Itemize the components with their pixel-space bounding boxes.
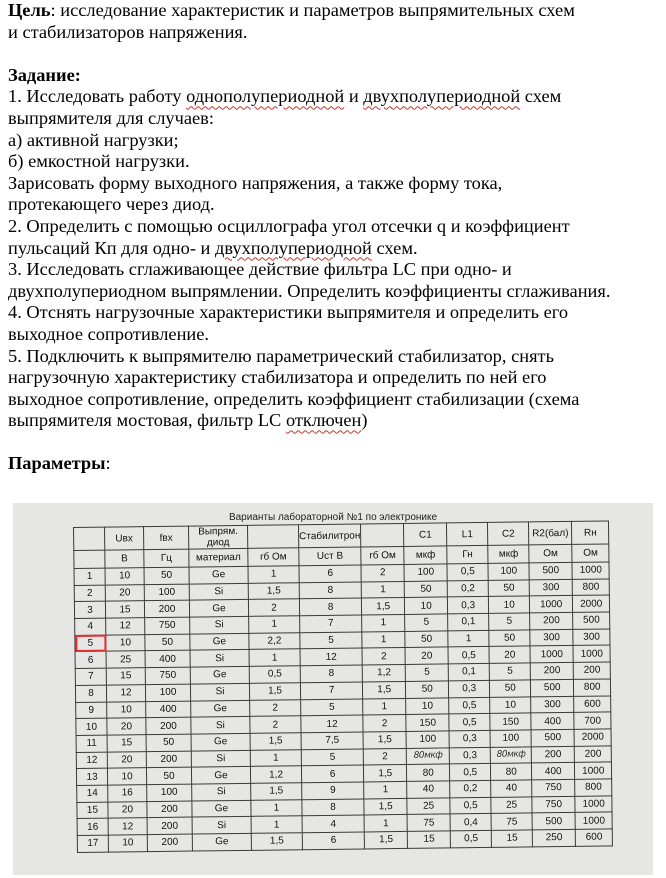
table-cell: 1000 — [575, 812, 612, 829]
table-cell: 80 — [491, 763, 532, 780]
table-cell: 6 — [302, 832, 364, 849]
task-line: 4. Отснять нагрузочные характеристики выпрямителя и определить его — [8, 302, 569, 323]
params-heading — [8, 453, 660, 475]
table-cell: 200 — [530, 612, 573, 629]
table-cell: 0,1 — [448, 613, 489, 630]
table-cell: 0,5 — [449, 714, 490, 731]
table-cell: Гн — [447, 545, 488, 563]
table-cell: 0,5 — [448, 647, 489, 664]
table-cell: 2 — [361, 564, 404, 581]
table-cell: 200 — [147, 801, 192, 818]
spellcheck-word: двухполупериодной — [214, 237, 372, 258]
table-cell: 10 — [405, 597, 448, 614]
task-text: пульсаций Кп для одно- и — [8, 237, 215, 258]
task-text: схем. — [371, 237, 418, 258]
table-cell: Ом — [529, 544, 572, 563]
table-cell: 500 — [531, 729, 574, 746]
spellcheck-word: двухполупериодной — [363, 86, 521, 107]
table-cell: Si — [191, 717, 250, 734]
table-cell: 0,3 — [449, 747, 490, 764]
table-cell: 500 — [573, 612, 610, 629]
table-cell: 200 — [573, 662, 610, 679]
table-cell: 200 — [146, 717, 191, 734]
table-cell: 50 — [146, 734, 191, 751]
table-cell: 7 — [300, 615, 362, 632]
table-cell: 1 — [251, 816, 302, 833]
table-cell: 50 — [144, 567, 189, 584]
task-line: нагрузочную характеристику стабилизатора и определить по ней его — [8, 367, 547, 388]
params-label: Параметры — [8, 453, 106, 474]
task-label: Задание: — [8, 64, 81, 85]
table-cell: 4 — [302, 815, 364, 832]
task-line: 2. Определить с помощью осциллографа угол отсечки q и коэффициент — [8, 215, 570, 236]
table-cell: 20 — [405, 647, 448, 664]
table-cell: 0,5 — [447, 563, 488, 580]
table-cell: 7,5 — [301, 732, 363, 749]
table-cell: 12 — [108, 818, 147, 835]
table-cell: 0,5 — [450, 830, 491, 847]
table-cell: 1 — [364, 815, 407, 832]
table-cell: 9 — [302, 782, 364, 799]
table-cell: Ge — [190, 633, 249, 650]
task-line — [8, 410, 660, 432]
task-text: ) — [361, 410, 368, 431]
task-line: 3. Исследовать сглаживающее действие фильтра LC при одно- и — [8, 259, 512, 280]
table-cell: 0,3 — [449, 730, 490, 747]
table-cell: 750 — [145, 617, 190, 634]
table-cell: 0,5 — [449, 697, 490, 714]
table-cell: Ge — [191, 767, 250, 784]
table-cell: 5 — [489, 613, 530, 630]
variant-number: 10 — [76, 718, 107, 735]
table-cell: 100 — [488, 563, 529, 580]
table-cell: 10 — [406, 697, 449, 714]
table-cell: Si — [190, 616, 249, 633]
table-cell: 100 — [404, 564, 447, 581]
params-colon: : — [105, 453, 111, 474]
table-cell — [247, 525, 298, 549]
table-cell: 10 — [105, 568, 144, 585]
table-cell: C1 — [404, 523, 447, 547]
table-cell: 1 — [362, 615, 405, 632]
table-cell: 50 — [489, 630, 530, 647]
task-line: выходное сопротивление. — [8, 323, 210, 344]
variant-number: 14 — [77, 785, 108, 802]
table-cell: 1,5 — [251, 783, 302, 800]
variant-number: 16 — [77, 818, 108, 835]
variant-number — [74, 550, 105, 568]
table-cell: 100 — [490, 730, 531, 747]
table-cell: 15 — [491, 830, 532, 847]
table-cell: L1 — [447, 522, 488, 545]
table-cell: Ge — [192, 833, 251, 850]
table-cell: 1000 — [572, 562, 609, 579]
task-line: б) емкостной нагрузки. — [8, 151, 190, 172]
table-cell: 16 — [108, 785, 147, 802]
table-cell: мкф — [488, 545, 529, 563]
table-cell: 5 — [489, 663, 530, 680]
spellcheck-word: однополупериодной — [186, 86, 345, 107]
table-cell: 5 — [301, 749, 363, 766]
table-cell: 50 — [145, 634, 190, 651]
highlighted-variant-number: 5 — [75, 635, 106, 652]
table-cell: 0,5 — [450, 797, 491, 814]
table-cell: Стабилитрон — [298, 524, 360, 548]
table-cell: Ge — [190, 666, 249, 683]
task-line: Зарисовать форму выходного напряжения, а также форму тока, — [8, 172, 503, 193]
table-cell: 2 — [363, 715, 406, 732]
table-cell: Uст В — [299, 547, 361, 566]
table-cell: 100 — [147, 784, 192, 801]
table-cell: 8 — [299, 598, 361, 615]
spellcheck-word: отключен — [285, 410, 362, 431]
variant-number: 2 — [74, 585, 105, 602]
table-cell: 1,5 — [364, 798, 407, 815]
table-cell: 1,5 — [364, 831, 407, 848]
table-cell: 0,2 — [447, 580, 488, 597]
table-cell: 1 — [364, 781, 407, 798]
table-cell: 25 — [491, 797, 532, 814]
table-cell: 400 — [146, 701, 191, 718]
table-cell: 200 — [531, 746, 574, 763]
table-cell: 1,5 — [248, 582, 299, 599]
table-cell: 40 — [407, 781, 450, 798]
table-cell: 5 — [300, 632, 362, 649]
table-cell: 8 — [299, 582, 361, 599]
task-line: двухполупериодном выпрямлении. Определить коэффициенты сглаживания. — [8, 280, 611, 301]
table-cell: 1000 — [575, 796, 612, 813]
table-cell: 12 — [106, 618, 145, 635]
goal-line-1 — [8, 0, 660, 22]
table-cell: 2 — [362, 648, 405, 665]
table-cell: 700 — [574, 712, 611, 729]
table-cell: 1000 — [530, 646, 573, 663]
table-cell: 750 — [532, 796, 575, 813]
table-cell: Ge — [191, 733, 250, 750]
table-cell: 50 — [146, 767, 191, 784]
table-cell: Si — [192, 783, 251, 800]
table-cell: 200 — [147, 834, 192, 851]
table-cell: 10 — [108, 835, 147, 852]
table-cell: 1,5 — [250, 733, 301, 750]
goal-text-2: и стабилизаторов напряжения. — [8, 21, 248, 42]
table-cell: 100 — [145, 684, 190, 701]
table-cell: 10 — [490, 696, 531, 713]
table-cell: 25 — [407, 798, 450, 815]
table-cell: 6 — [299, 565, 361, 582]
table-cell: 10 — [107, 768, 146, 785]
table-cell: Si — [190, 683, 249, 700]
table-cell: 50 — [405, 631, 448, 648]
table-cell: 80 — [407, 764, 450, 781]
table-cell: 0,1 — [448, 664, 489, 681]
table-cell: 2000 — [574, 729, 611, 746]
table-cell: fвх — [144, 526, 189, 550]
table-cell: материал — [189, 548, 248, 567]
table-cell — [361, 523, 404, 547]
variant-number — [74, 527, 105, 550]
task-text: схем — [520, 86, 562, 107]
table-cell: 1,2 — [250, 766, 301, 783]
variant-number: 6 — [75, 652, 106, 669]
table-cell: 0,3 — [449, 680, 490, 697]
table-cell: 500 — [529, 562, 572, 579]
table-cell: 300 — [573, 629, 610, 646]
table-cell: 200 — [146, 751, 191, 768]
table-photo — [13, 503, 653, 875]
table-cell: 200 — [530, 663, 573, 680]
table-cell: 200 — [574, 746, 611, 763]
table-cell: 10 — [106, 634, 145, 651]
table-cell: 1 — [249, 616, 300, 633]
table-cell: 750 — [532, 779, 575, 796]
variant-number: 15 — [77, 802, 108, 819]
table-cell: 0,4 — [450, 814, 491, 831]
table-cell: 400 — [531, 713, 574, 730]
table-cell: 600 — [574, 695, 611, 712]
table-cell: 75 — [491, 813, 532, 830]
table-cell: Ge — [191, 700, 250, 717]
table-cell: 7 — [300, 682, 362, 699]
table-cell: Rн — [572, 521, 609, 544]
table-cell: В — [105, 550, 144, 568]
table-cell: 5 — [301, 698, 363, 715]
table-cell: 8 — [302, 799, 364, 816]
table-cell: 1000 — [530, 596, 573, 613]
table-cell: 10 — [489, 596, 530, 613]
table-cell: 50 — [488, 580, 529, 597]
table-cell: 0,2 — [450, 780, 491, 797]
table-cell: 0,5 — [450, 764, 491, 781]
table-cell: 750 — [145, 667, 190, 684]
task-text: 1. Исследовать работу — [8, 86, 187, 107]
table-cell: 200 — [147, 817, 192, 834]
variant-number: 7 — [75, 668, 106, 685]
table-cell: 400 — [532, 763, 575, 780]
table-cell: 1,5 — [251, 833, 302, 850]
handwritten-note: 80мкф — [490, 746, 531, 763]
table-cell: Гц — [144, 549, 189, 568]
table-cell: 20 — [108, 801, 147, 818]
table-cell: 150 — [490, 713, 531, 730]
table-cell: 150 — [406, 714, 449, 731]
table-cell: Si — [189, 583, 248, 600]
table-cell: 0,5 — [249, 666, 300, 683]
table-cell: Ge — [192, 800, 251, 817]
table-cell: 1,5 — [362, 598, 405, 615]
task-line: 5. Подключить к выпрямителю параметрический стабилизатор, снять — [8, 345, 554, 366]
table-cell: 1,2 — [362, 665, 405, 682]
goal-text-1: : исследование характеристик и параметров выпрямительных схем — [50, 0, 575, 20]
table-cell: rб Ом — [361, 546, 404, 565]
table-cell: 2,2 — [249, 632, 300, 649]
table-cell: 1,5 — [363, 681, 406, 698]
task-line: выпрямителя для случаев: — [8, 107, 214, 128]
table-cell: 50 — [404, 581, 447, 598]
table-cell: 10 — [107, 701, 146, 718]
document — [8, 0, 660, 475]
table-cell: 15 — [407, 831, 450, 848]
table-cell: 400 — [145, 651, 190, 668]
table-cell: 1 — [249, 649, 300, 666]
table-cell: 40 — [491, 780, 532, 797]
table-cell: Si — [190, 650, 249, 667]
table-cell: 8 — [300, 665, 362, 682]
task-text: и — [344, 86, 364, 107]
table-cell: 800 — [575, 779, 612, 796]
table-cell: Si — [191, 750, 250, 767]
table-cell: C2 — [488, 522, 529, 545]
table-cell: 15 — [105, 601, 144, 618]
table-cell: 6 — [301, 765, 363, 782]
table-cell: 75 — [407, 814, 450, 831]
variant-number: 12 — [76, 752, 107, 769]
table-cell: 2 — [363, 748, 406, 765]
table-cell: 1 — [361, 581, 404, 598]
table-cell: 20 — [105, 584, 144, 601]
table-cell: Ge — [189, 600, 248, 617]
variant-number: 1 — [74, 568, 105, 585]
table-cell: 300 — [531, 696, 574, 713]
table-cell: 1000 — [573, 645, 610, 662]
goal-label: Цель — [8, 0, 51, 20]
table-cell: 2 — [248, 599, 299, 616]
table-cell: Ge — [189, 566, 248, 583]
handwritten-note: 80мкф — [406, 747, 449, 764]
table-cell: 2 — [250, 699, 301, 716]
variant-number: 9 — [76, 702, 107, 719]
table-cell: 1,5 — [364, 765, 407, 782]
table-cell: 1000 — [575, 762, 612, 779]
table-cell: 50 — [406, 681, 449, 698]
table-cell: 1 — [250, 749, 301, 766]
table-cell: 20 — [107, 718, 146, 735]
task-line — [8, 238, 660, 260]
table-cell: мкф — [404, 546, 447, 565]
variants-table-sheet — [73, 520, 613, 852]
task-line — [8, 86, 660, 108]
table-cell: 1 — [363, 698, 406, 715]
variant-number: 4 — [75, 618, 106, 635]
table-cell: 15 — [107, 734, 146, 751]
variant-number: 3 — [74, 601, 105, 618]
table-cell: R2(бал) — [529, 521, 572, 545]
table-cell: 800 — [572, 579, 609, 596]
table-cell: 500 — [531, 679, 574, 696]
variants-table — [73, 520, 613, 852]
table-cell: 250 — [532, 829, 575, 846]
task-line: а) активной нагрузки; — [8, 129, 179, 150]
table-cell: 12 — [300, 648, 362, 665]
variant-number: 13 — [76, 768, 107, 785]
table-cell: 100 — [406, 731, 449, 748]
table-cell: 2000 — [573, 595, 610, 612]
table-cell: Si — [192, 817, 251, 834]
variant-number: 8 — [75, 685, 106, 702]
table-cell: 200 — [144, 600, 189, 617]
table-cell: 1 — [251, 799, 302, 816]
variant-number: 11 — [76, 735, 107, 752]
table-cell: 1,5 — [249, 683, 300, 700]
table-cell: 12 — [301, 715, 363, 732]
table-cell: 5 — [405, 614, 448, 631]
table-cell: 1 — [248, 566, 299, 583]
table-cell: 1 — [362, 631, 405, 648]
table-cell: 100 — [144, 584, 189, 601]
table-cell: 0,3 — [448, 597, 489, 614]
table-cell: 12 — [106, 684, 145, 701]
task-line: протекающего через диод. — [8, 194, 215, 215]
table-cell: 20 — [489, 646, 530, 663]
table-cell: 5 — [405, 664, 448, 681]
table-cell: rб Ом — [248, 548, 299, 567]
table-title: Варианты лабораторной №1 по электронике — [228, 512, 438, 523]
task-line: выходное сопротивление, определить коэффициент стабилизации (схема — [8, 388, 580, 409]
table-cell: 15 — [106, 668, 145, 685]
table-cell: 25 — [106, 651, 145, 668]
table-cell: 20 — [107, 751, 146, 768]
table-cell: Выпрям. диод — [188, 525, 247, 549]
table-cell: 50 — [490, 680, 531, 697]
table-cell: 600 — [575, 829, 612, 846]
table-cell: 1,5 — [363, 731, 406, 748]
table-cell: Uвх — [105, 527, 144, 550]
table-cell: 800 — [574, 679, 611, 696]
table-cell: Ом — [572, 544, 609, 562]
table-cell: 2 — [250, 716, 301, 733]
table-cell: 300 — [529, 579, 572, 596]
task-text: выпрямителя мостовая, фильтр LC — [8, 410, 286, 431]
table-cell: 300 — [530, 629, 573, 646]
variant-number: 17 — [77, 835, 108, 852]
task-list — [8, 86, 660, 432]
table-cell: 1 — [448, 630, 489, 647]
table-cell: 500 — [532, 813, 575, 830]
